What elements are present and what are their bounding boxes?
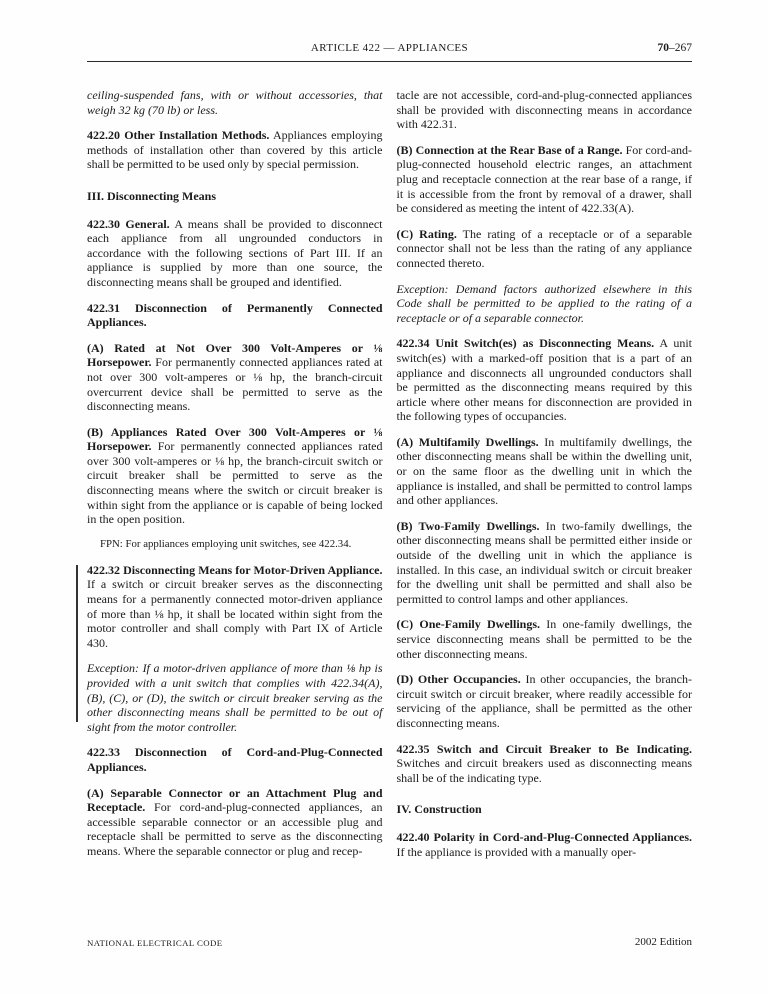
- running-head-title: ARTICLE 422 — APPLIANCES: [310, 42, 469, 54]
- paragraph-text: Switches and circuit breakers used as disconnecting means shall be of the indicating type.: [396, 756, 692, 785]
- subsection-heading: (B) Two-Family Dwellings.: [396, 518, 540, 533]
- fpn-note: FPN: For appliances employing unit switches, see 422.34.: [100, 537, 352, 550]
- subsection-heading: (C) Rating.: [396, 226, 457, 241]
- section-422-31: [87, 301, 383, 330]
- paragraph-text: In one-family dwellings, the service disconnecting means shall be permitted to be the other disconnecting means.: [396, 617, 692, 661]
- paragraph-text: If the appliance is provided with a manually oper-: [396, 844, 637, 859]
- subsection-heading: (A) Rated at Not Over 300 Volt-Amperes or ⅛ Horsepower.: [87, 340, 383, 370]
- section-heading: 422.20 Other Installation Methods.: [87, 128, 270, 143]
- paragraph-text: The rating of a receptacle or of a separable connector shall not be less than the rating of any appliance connected thereto.: [396, 226, 693, 270]
- paragraph-continuation: [397, 88, 693, 132]
- paragraph-text: For permanently connected appliances rated over 300 volt-amperes or ⅛ hp, the branch-circuit switch or circuit breaker shall be permitted to serve as the disconnecting means where the switch or circuit breaker is within sight from the appliance or is capable of being locked in the open position.: [87, 439, 383, 527]
- paragraph-text: A unit switch(es) with a marked-off position that is a part of an appliance and disconnects all ungrounded conductors shall be permitted as the disconnecting means required by this article where other means for disconnection are provided in the following types of occupancies.: [396, 336, 693, 424]
- section-422-34-a: [397, 435, 693, 508]
- subsection-heading: (C) One-Family Dwellings.: [396, 617, 540, 632]
- paragraph-text: In two-family dwellings, the other disconnecting means shall be permitted either inside or outside of the dwelling unit in which the appliance is installed. In this case, an individual switch or circuit breaker for the dwelling unit shall be permitted and shall also be permitted to control lamps and other appliances.: [396, 518, 693, 606]
- revision-marked-block: [87, 563, 383, 735]
- header-rule: [87, 61, 692, 62]
- section-heading: 422.34 Unit Switch(es) as Disconnecting Means.: [396, 336, 655, 351]
- part-heading-iv: IV. Construction: [396, 802, 482, 817]
- paragraph-text: In multifamily dwellings, the other disconnecting means shall be within the dwelling unit, or on the same floor as the dwelling unit in which the appliance is installed, and shall be permitted to control lamps and other appliances.: [396, 434, 692, 508]
- right-column: [397, 88, 693, 870]
- section-422-33-a: [87, 786, 383, 859]
- running-header: [87, 42, 692, 58]
- body-columns: [87, 88, 692, 870]
- section-heading: 422.33 Disconnection of Cord-and-Plug-Connected Appliances.: [87, 745, 383, 774]
- section-422-20: [87, 128, 383, 172]
- page-number: [658, 42, 693, 54]
- section-422-34-d: [397, 672, 693, 730]
- paragraph-text: ceiling-suspended fans, with or without accessories, that weigh 32 kg (70 lb) or less.: [87, 88, 383, 117]
- section-422-40: [397, 830, 693, 859]
- page-number-volume: 70: [657, 42, 669, 54]
- paragraph-text: Appliances employing methods of installation other than covered by this article shall be permitted to be used only by special permission.: [87, 128, 383, 172]
- footer-edition: 2002 Edition: [634, 936, 692, 948]
- paragraph-text: For permanently connected appliances rated at not over 300 volt-amperes or ⅛ hp, the branch-circuit overcurrent device shall be permitted to serve as the disconnecting means.: [87, 355, 383, 414]
- paragraph-text: For cord-and-plug-connected household electric ranges, an attachment plug and receptacle connection at the rear base of a range, if it is accessible from the front by removal of a drawer, shall be considered as meeting the intent of 422.33(A).: [396, 142, 693, 216]
- section-heading: 422.30 General.: [87, 216, 170, 231]
- subsection-heading: (A) Multifamily Dwellings.: [396, 434, 539, 449]
- section-422-33-b: [397, 143, 693, 216]
- page-number-page: –267: [669, 42, 692, 54]
- exception-422-33-c: Exception: Demand factors authorized elsewhere in this Code shall be permitted to be applied to the rating of a receptacle or of a separable connector.: [396, 281, 692, 325]
- section-422-35: [397, 742, 693, 786]
- paragraph-text: If a switch or circuit breaker serves as the disconnecting means for a permanently connected motor-driven appliance of more than ⅛ hp, it shall be located within sight from the motor controller and shall comply with Part IX of Article 430.: [87, 577, 383, 650]
- section-422-34-b: [397, 519, 693, 607]
- subsection-heading: (B) Appliances Rated Over 300 Volt-Amperes or ⅛ Horsepower.: [87, 424, 383, 454]
- section-422-34-c: [397, 617, 693, 661]
- running-footer: [87, 936, 692, 950]
- section-422-32: [87, 563, 383, 651]
- section-422-33-c: [397, 227, 693, 271]
- section-422-33: [87, 745, 383, 774]
- section-422-31-a: [87, 341, 383, 414]
- part-heading-iii: III. Disconnecting Means: [87, 188, 217, 203]
- section-heading: 422.31 Disconnection of Permanently Connected Appliances.: [87, 300, 383, 330]
- paragraph-continued-from-previous-page: [87, 88, 383, 117]
- exception-422-32: Exception: If a motor-driven appliance of more than ⅛ hp is provided with a unit switch that complies with 422.34(A), (B), (C), or (D), the switch or circuit breaker serving as the other disconnecting means shall be permitted to be out of sight from the motor controller.: [87, 661, 383, 734]
- paragraph-text: A means shall be provided to disconnect each appliance from all ungrounded conductors in accordance with the following sections of Part III. If an appliance is supplied by more than one source, the disconnecting means shall be grouped and identified.: [87, 216, 383, 289]
- section-heading: 422.32 Disconnecting Means for Motor-Driven Appliance.: [87, 562, 383, 577]
- section-heading: 422.40 Polarity in Cord-and-Plug-Connected Appliances.: [396, 829, 692, 844]
- section-heading: 422.35 Switch and Circuit Breaker to Be Indicating.: [396, 741, 692, 756]
- section-422-30: [87, 217, 383, 290]
- paragraph-text: tacle are not accessible, cord-and-plug-connected appliances shall be provided with disconnecting means in accordance with 422.31.: [396, 88, 692, 132]
- section-422-31-b: [87, 425, 383, 527]
- left-column: [87, 88, 383, 870]
- section-422-34: [397, 336, 693, 424]
- subsection-heading: (D) Other Occupancies.: [396, 672, 521, 687]
- subsection-heading: (A) Separable Connector or an Attachment Plug and Receptacle.: [87, 785, 383, 815]
- footer-publication-name: NATIONAL ELECTRICAL CODE: [87, 938, 223, 948]
- subsection-heading: (B) Connection at the Rear Base of a Range.: [396, 142, 623, 157]
- paragraph-text: In other occupancies, the branch-circuit switch or circuit breaker, where readily accessible for servicing of the appliance, shall be permitted as the other disconnecting means.: [396, 672, 692, 730]
- paragraph-text: For cord-and-plug-connected appliances, an accessible separable connector or an accessible plug and receptacle shall be permitted to serve as the disconnecting means. Where the separable connector or plug and recep-: [87, 800, 383, 858]
